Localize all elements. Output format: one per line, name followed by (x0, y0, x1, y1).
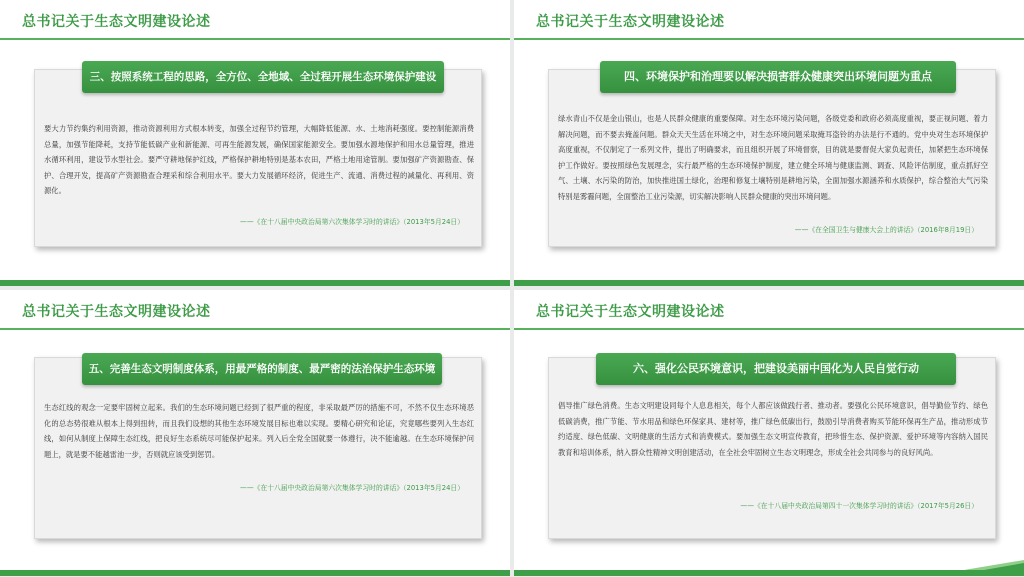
title-divider (0, 38, 510, 40)
bottom-bar (0, 280, 510, 286)
quote-body: 生态红线的观念一定要牢固树立起来。我们的生态环境问题已经到了很严重的程度，非采取最严厉的措施不可，不然不仅生态环境恶化的总态势很难从根本上得到扭转，而且我们设想的其他生态环境发展目标也难以实现。要精心研究和论证，究竟哪些要列入生态红线，如何从制度上保障生态红线，把良好生态系统尽可能保护起来。列入后全党全国就要一体遵行，决不能逾越。在生态环境保护问题上，就是要不能越雷池一步，否则就应该受到惩罚。 (44, 403, 474, 459)
slide-title: 总书记关于生态文明建设论述 (536, 304, 725, 320)
slide-4 (514, 0, 1024, 286)
bottom-bar (514, 570, 1024, 576)
slide-3 (0, 0, 510, 286)
quote-body: 倡导推广绿色消费。生态文明建设同每个人息息相关，每个人都应该做践行者、推动者。要强化公民环境意识，倡导勤俭节约、绿色低碳消费，推广节能、节水用品和绿色环保家具、建材等，推广绿色低碳出行，鼓励引导消费者购买节能环保再生产品，推动形成节约适度、绿色低碳、文明健康的生活方式和消费模式。要加强生态文明宣传教育，把珍惜生态、保护资源、爱护环境等内容纳入国民教育和培训体系，纳入群众性精神文明创建活动，在全社会牢固树立生态文明理念，形成全社会共同参与的良好风尚。 (558, 401, 988, 457)
section-heading: 六、强化公民环境意识，把建设美丽中国化为人民自觉行动 (596, 353, 956, 385)
bottom-bar (0, 570, 510, 576)
leaf-decoration (954, 560, 1024, 570)
slide-title: 总书记关于生态文明建设论述 (22, 304, 211, 320)
slide-title: 总书记关于生态文明建设论述 (22, 14, 211, 30)
section-heading: 五、完善生态文明制度体系，用最严格的制度、最严密的法治保护生态环境 (82, 353, 442, 385)
quote-body: 绿水青山不仅是金山银山，也是人民群众健康的重要保障。对生态环境污染问题，各级党委和政府必须高度重视，要正视问题、着力解决问题，而不要去掩盖问题。群众天天生活在环境之中，对生态环境问题采取掩耳盗铃的办法是行不通的。党中央对生态环境保护高度重视，不仅制定了一系列文件，提出了明确要求，而且组织开展了环境督察，目的就是要督促大家负起责任，加紧把生态环境保护工作做好。要按照绿色发展理念，实行最严格的生态环境保护制度，建立健全环境与健康监测、调查、风险评估制度，重点抓好空气、土壤、水污染的防治，加快推进国土绿化，治理和修复土壤特别是耕地污染，全面加强水源涵养和水质保护，综合整治大气污染特别是雾霾问题，全面整治工业污染源，切实解决影响人民群众健康的突出环境问题。 (558, 114, 988, 201)
quote-source: ——《在十八届中央政治局第六次集体学习时的讲话》（2013年5月24日） (240, 218, 464, 226)
title-divider (514, 38, 1024, 40)
quote-body: 要大力节约集约利用资源，推动资源利用方式根本转变，加强全过程节约管理，大幅降低能源、水、土地消耗强度。要控制能源消费总量，加强节能降耗，支持节能低碳产业和新能源、可再生能源发展，确保国家能源安全。要加强水源地保护和用水总量管理，推进水循环利用，建设节水型社会。要严守耕地保护红线，严格保护耕地特别是基本农田，严格土地用途管制。要加强矿产资源勘查、保护、合理开发，提高矿产资源勘查合理采和综合利用水平。要大力发展循环经济，促进生产、流通、消费过程的减量化、再利用、资源化。 (44, 124, 474, 195)
quote-source: ——《在全国卫生与健康大会上的讲话》（2016年8月19日） (794, 226, 978, 234)
bottom-bar (514, 280, 1024, 286)
quote-source: ——《在十八届中央政治局第六次集体学习时的讲话》（2013年5月24日） (240, 484, 464, 492)
slide-6 (514, 290, 1024, 576)
slide-5 (0, 290, 510, 576)
title-divider (0, 328, 510, 330)
quote-source: ——《在十八届中央政治局第四十一次集体学习时的讲话》（2017年5月26日） (740, 502, 978, 510)
slide-title: 总书记关于生态文明建设论述 (536, 14, 725, 30)
title-divider (514, 328, 1024, 330)
section-heading: 四、环境保护和治理要以解决损害群众健康突出环境问题为重点 (600, 61, 956, 93)
section-heading: 三、按照系统工程的思路，全方位、全地域、全过程开展生态环境保护建设 (82, 61, 444, 93)
